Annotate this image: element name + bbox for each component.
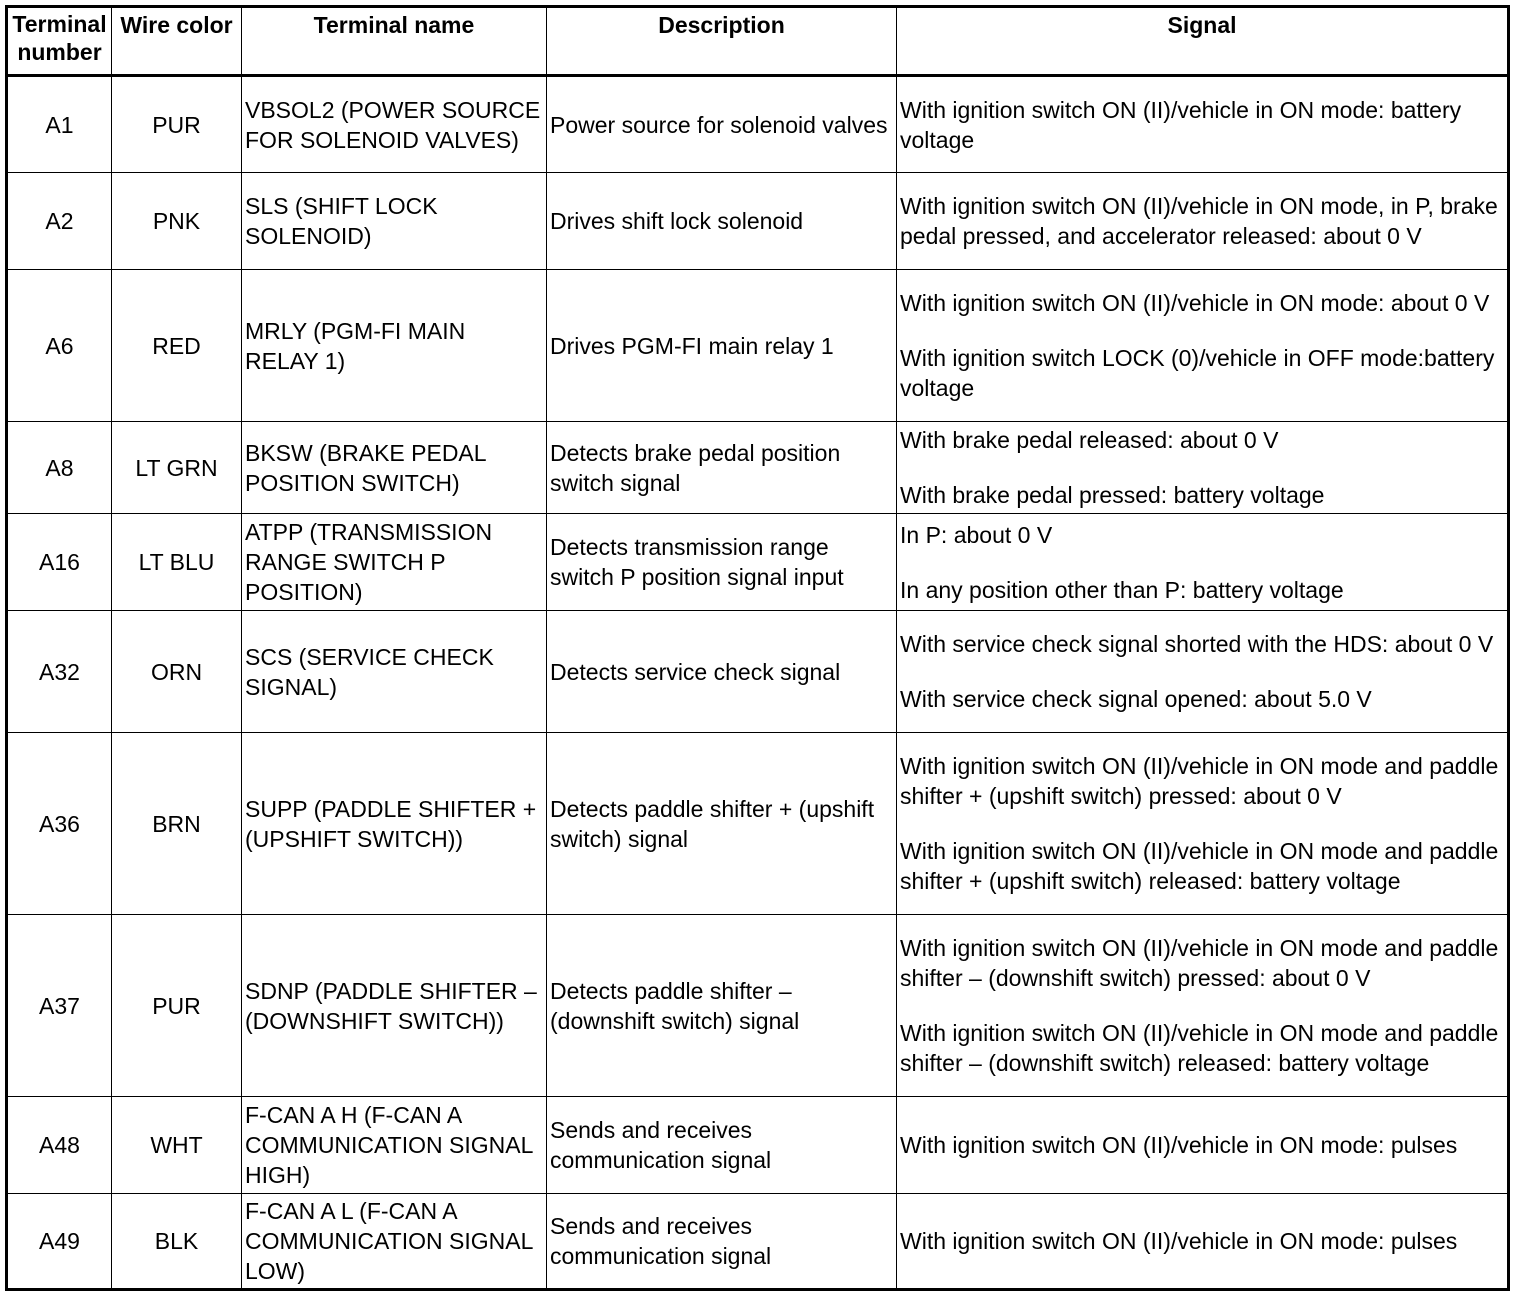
terminal-name-cell: ATPP (TRANSMISSION RANGE SWITCH P POSITION) (242, 514, 547, 611)
terminal-table-container (5, 5, 1507, 1291)
signal-cell (897, 1194, 1509, 1290)
signal-line: With ignition switch ON (II)/vehicle in ON mode: pulses (900, 1228, 1458, 1254)
table-row (7, 422, 1509, 514)
signal-line: With ignition switch LOCK (0)/vehicle in OFF mode:battery voltage (900, 345, 1495, 401)
header-signal: Signal (897, 7, 1509, 76)
signal-line: With ignition switch ON (II)/vehicle in ON mode and paddle shifter + (upshift switch) released: battery voltage (900, 838, 1499, 894)
description-cell: Sends and receives communication signal (547, 1194, 897, 1290)
header-wire-color: Wire color (112, 7, 242, 76)
terminal-name-cell: SCS (SERVICE CHECK SIGNAL) (242, 611, 547, 733)
signal-line: With service check signal opened: about 5.0 V (900, 686, 1372, 712)
wire-color-cell: LT GRN (112, 422, 242, 514)
terminal-number-cell: A1 (7, 76, 112, 173)
terminal-name-cell: SLS (SHIFT LOCK SOLENOID) (242, 173, 547, 270)
description-cell: Power source for solenoid valves (547, 76, 897, 173)
table-row (7, 270, 1509, 422)
description-cell: Drives shift lock solenoid (547, 173, 897, 270)
terminal-number-cell: A6 (7, 270, 112, 422)
terminal-number-cell: A2 (7, 173, 112, 270)
signal-line: With ignition switch ON (II)/vehicle in ON mode: battery voltage (900, 96, 1462, 153)
signal-line: With ignition switch ON (II)/vehicle in ON mode: pulses (900, 1132, 1458, 1158)
signal-cell (897, 514, 1509, 611)
terminal-name-cell: SUPP (PADDLE SHIFTER + (UPSHIFT SWITCH)) (242, 733, 547, 915)
terminal-number-cell: A49 (7, 1194, 112, 1290)
signal-line: With service check signal shorted with the HDS: about 0 V (900, 631, 1494, 657)
wire-color-cell: RED (112, 270, 242, 422)
table-header-row (7, 7, 1509, 76)
wire-color-cell: LT BLU (112, 514, 242, 611)
signal-cell (897, 733, 1509, 915)
table-row (7, 915, 1509, 1097)
signal-cell (897, 76, 1509, 173)
terminal-name-cell: SDNP (PADDLE SHIFTER – (DOWNSHIFT SWITCH)) (242, 915, 547, 1097)
signal-line: With brake pedal pressed: battery voltage (900, 482, 1325, 508)
table-row (7, 611, 1509, 733)
table-row (7, 1194, 1509, 1290)
terminal-name-cell: MRLY (PGM-FI MAIN RELAY 1) (242, 270, 547, 422)
description-cell: Detects service check signal (547, 611, 897, 733)
signal-line: With ignition switch ON (II)/vehicle in ON mode: about 0 V (900, 290, 1490, 316)
description-cell: Detects brake pedal position switch signal (547, 422, 897, 514)
wire-color-cell: PUR (112, 915, 242, 1097)
header-terminal-name: Terminal name (242, 7, 547, 76)
signal-line: With ignition switch ON (II)/vehicle in ON mode and paddle shifter – (downshift switch) released: battery voltage (900, 1020, 1499, 1076)
terminal-number-cell: A8 (7, 422, 112, 514)
description-cell: Detects paddle shifter – (downshift switch) signal (547, 915, 897, 1097)
description-cell: Sends and receives communication signal (547, 1097, 897, 1194)
description-cell: Drives PGM-FI main relay 1 (547, 270, 897, 422)
signal-cell (897, 270, 1509, 422)
signal-cell (897, 1097, 1509, 1194)
description-cell: Detects transmission range switch P position signal input (547, 514, 897, 611)
header-description: Description (547, 7, 897, 76)
description-cell: Detects paddle shifter + (upshift switch) signal (547, 733, 897, 915)
table-row (7, 173, 1509, 270)
table-row (7, 733, 1509, 915)
signal-line: With brake pedal released: about 0 V (900, 427, 1279, 453)
wire-color-cell: ORN (112, 611, 242, 733)
wire-color-cell: BLK (112, 1194, 242, 1290)
terminal-number-cell: A16 (7, 514, 112, 611)
table-row (7, 1097, 1509, 1194)
signal-cell (897, 915, 1509, 1097)
signal-line: In any position other than P: battery voltage (900, 576, 1344, 603)
terminal-number-cell: A48 (7, 1097, 112, 1194)
terminal-name-cell: F-CAN A L (F-CAN A COMMUNICATION SIGNAL LOW) (242, 1194, 547, 1290)
terminal-number-cell: A32 (7, 611, 112, 733)
terminal-name-cell: VBSOL2 (POWER SOURCE FOR SOLENOID VALVES) (242, 76, 547, 173)
signal-line: With ignition switch ON (II)/vehicle in ON mode and paddle shifter – (downshift switch) pressed: about 0 V (900, 935, 1499, 991)
signal-cell (897, 422, 1509, 514)
table-row (7, 76, 1509, 173)
wire-color-cell: PNK (112, 173, 242, 270)
signal-line: With ignition switch ON (II)/vehicle in ON mode and paddle shifter + (upshift switch) pressed: about 0 V (900, 753, 1499, 809)
signal-cell (897, 173, 1509, 270)
wire-color-cell: PUR (112, 76, 242, 173)
table-row (7, 514, 1509, 611)
terminal-name-cell: BKSW (BRAKE PEDAL POSITION SWITCH) (242, 422, 547, 514)
signal-line: With ignition switch ON (II)/vehicle in ON mode, in P, brake pedal pressed, and accelerator released: about 0 V (900, 193, 1498, 249)
header-terminal-number: Terminal number (7, 7, 112, 76)
wire-color-cell: WHT (112, 1097, 242, 1194)
signal-line: In P: about 0 V (900, 521, 1053, 548)
wire-color-cell: BRN (112, 733, 242, 915)
signal-cell (897, 611, 1509, 733)
terminal-name-cell: F-CAN A H (F-CAN A COMMUNICATION SIGNAL HIGH) (242, 1097, 547, 1194)
terminal-number-cell: A36 (7, 733, 112, 915)
terminal-number-cell: A37 (7, 915, 112, 1097)
terminal-table (5, 5, 1510, 1291)
